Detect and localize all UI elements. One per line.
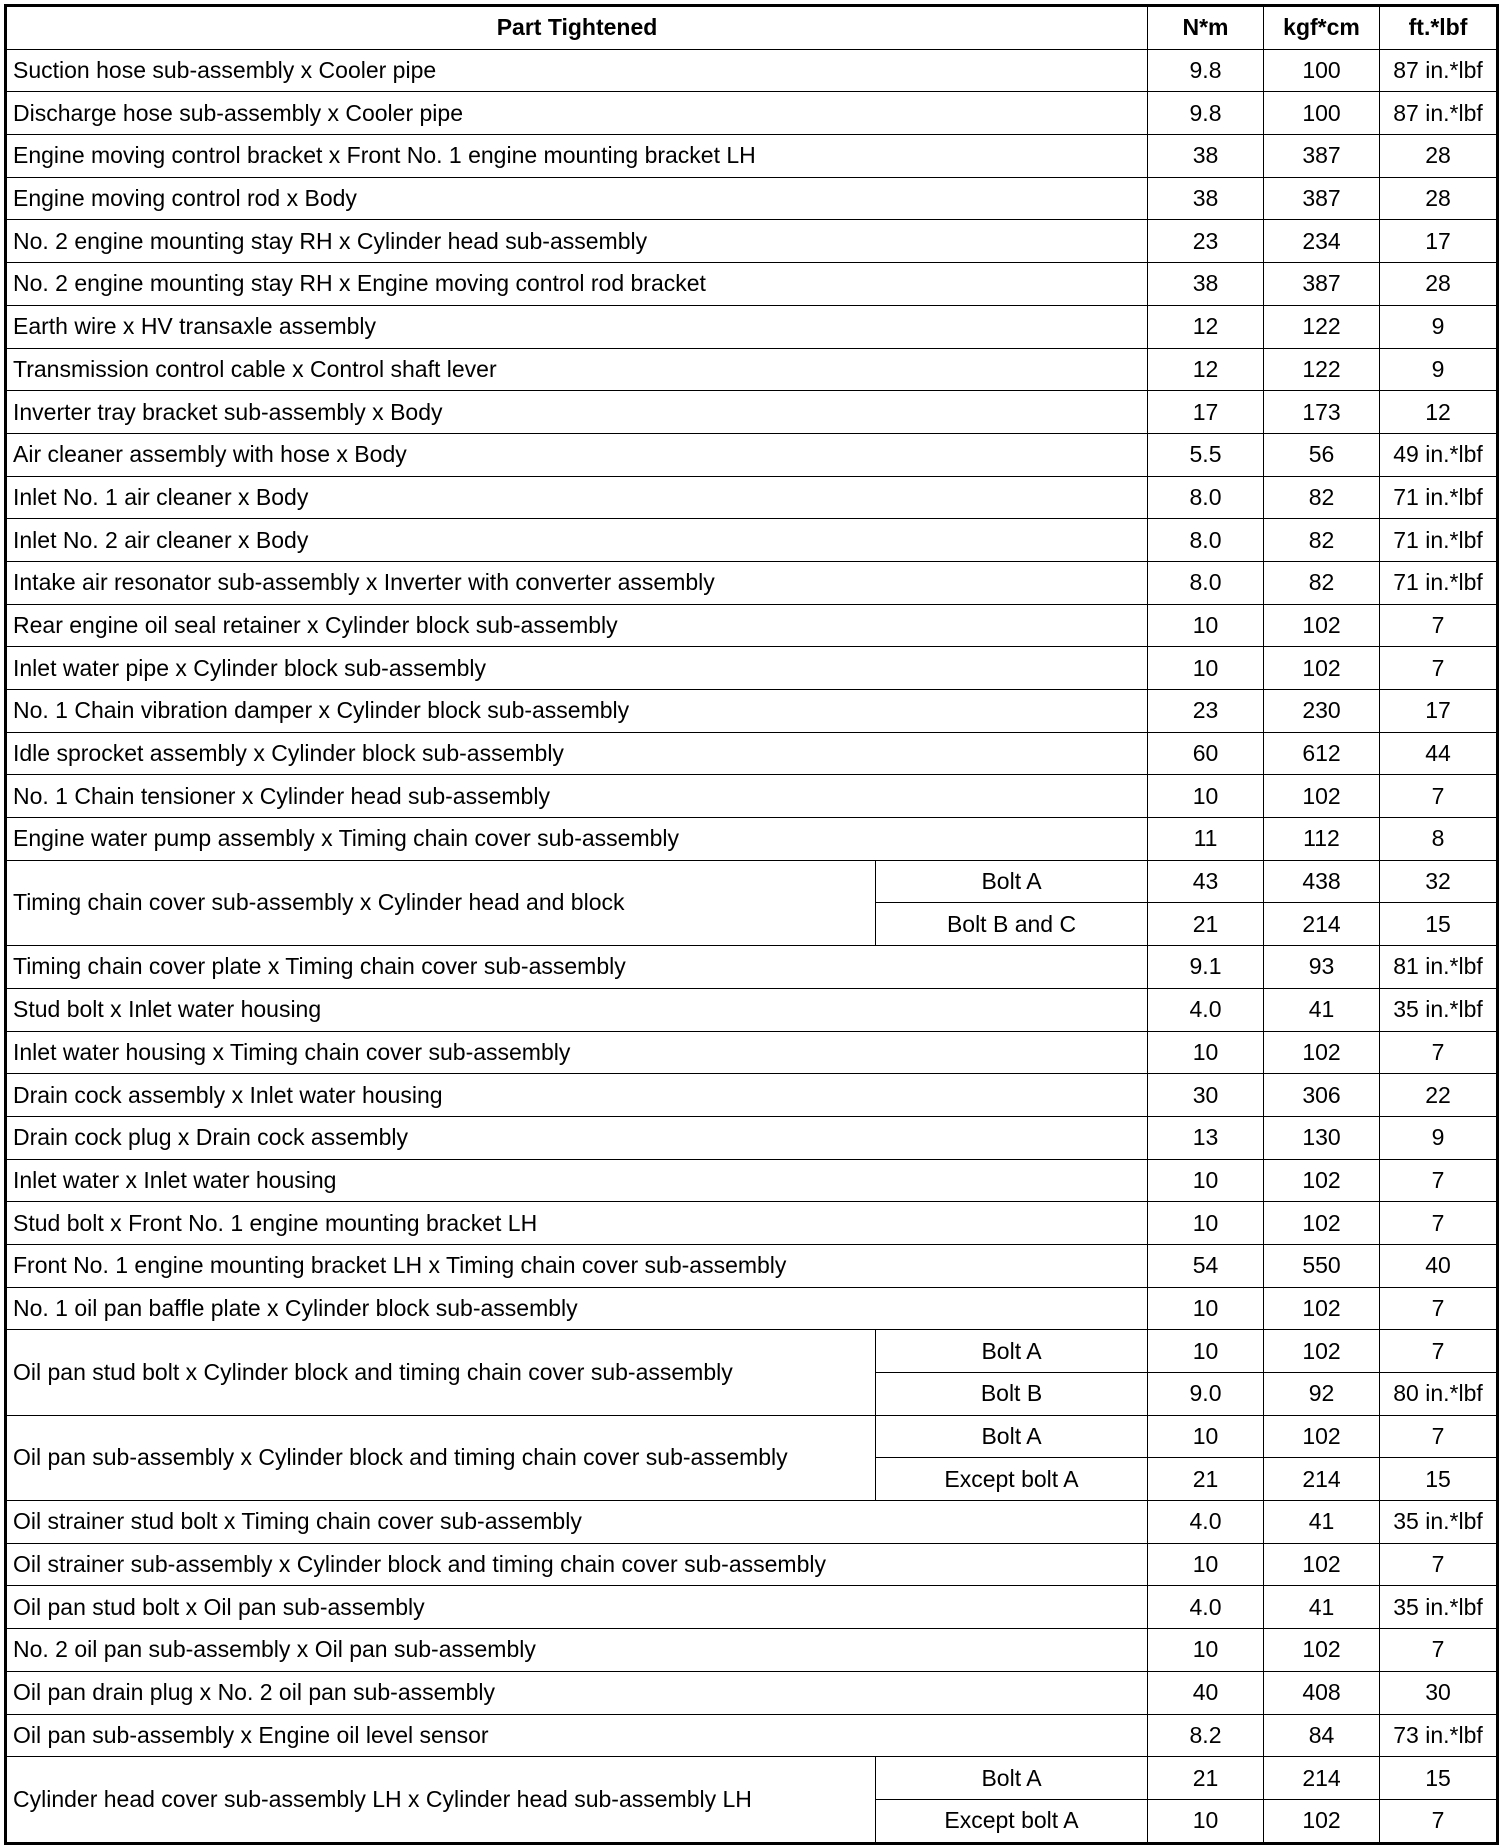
part-tightened-cell: Intake air resonator sub-assembly x Inverter with converter assembly [6,561,1148,604]
nm-cell: 23 [1148,690,1264,733]
table-row [6,1415,1498,1458]
kgf-cm-cell: 100 [1264,92,1380,135]
table-row [6,1629,1498,1672]
nm-cell: 17 [1148,391,1264,434]
ft-lbf-cell: 28 [1380,263,1498,306]
kgf-cm-cell: 102 [1264,775,1380,818]
header-nm: N*m [1148,6,1264,50]
table-row [6,305,1498,348]
header-kgf-cm: kgf*cm [1264,6,1380,50]
ft-lbf-cell: 28 [1380,177,1498,220]
nm-cell: 10 [1148,1543,1264,1586]
table-row [6,647,1498,690]
ft-lbf-cell: 12 [1380,391,1498,434]
table-row [6,1159,1498,1202]
bolt-label-cell: Bolt B [876,1373,1148,1416]
part-tightened-cell: Timing chain cover plate x Timing chain cover sub-assembly [6,946,1148,989]
part-tightened-cell: Air cleaner assembly with hose x Body [6,433,1148,476]
table-row [6,604,1498,647]
part-tightened-cell: Inlet water x Inlet water housing [6,1159,1148,1202]
table-row [6,1714,1498,1757]
part-tightened-cell: Drain cock assembly x Inlet water housing [6,1074,1148,1117]
nm-cell: 4.0 [1148,1501,1264,1544]
bolt-label-cell: Except bolt A [876,1458,1148,1501]
kgf-cm-cell: 214 [1264,1757,1380,1800]
table-row [6,860,1498,903]
nm-cell: 21 [1148,903,1264,946]
ft-lbf-cell: 7 [1380,604,1498,647]
bolt-label-cell: Bolt A [876,860,1148,903]
part-tightened-cell: Oil pan sub-assembly x Engine oil level sensor [6,1714,1148,1757]
ft-lbf-cell: 17 [1380,690,1498,733]
nm-cell: 9.8 [1148,92,1264,135]
kgf-cm-cell: 102 [1264,1415,1380,1458]
kgf-cm-cell: 41 [1264,1501,1380,1544]
table-row [6,1330,1498,1373]
table-row [6,561,1498,604]
table-row [6,946,1498,989]
table-row [6,92,1498,135]
nm-cell: 4.0 [1148,988,1264,1031]
nm-cell: 10 [1148,1330,1264,1373]
ft-lbf-cell: 15 [1380,1458,1498,1501]
nm-cell: 21 [1148,1757,1264,1800]
table-row [6,177,1498,220]
ft-lbf-cell: 35 in.*lbf [1380,1586,1498,1629]
ft-lbf-cell: 30 [1380,1671,1498,1714]
part-tightened-cell: No. 1 Chain tensioner x Cylinder head sub-assembly [6,775,1148,818]
ft-lbf-cell: 71 in.*lbf [1380,476,1498,519]
ft-lbf-cell: 71 in.*lbf [1380,519,1498,562]
kgf-cm-cell: 112 [1264,818,1380,861]
nm-cell: 30 [1148,1074,1264,1117]
part-tightened-cell: Drain cock plug x Drain cock assembly [6,1116,1148,1159]
nm-cell: 10 [1148,1159,1264,1202]
part-tightened-cell: Suction hose sub-assembly x Cooler pipe [6,49,1148,92]
nm-cell: 9.0 [1148,1373,1264,1416]
table-row [6,1074,1498,1117]
kgf-cm-cell: 41 [1264,988,1380,1031]
nm-cell: 10 [1148,1287,1264,1330]
kgf-cm-cell: 122 [1264,348,1380,391]
part-tightened-cell: Engine water pump assembly x Timing chain cover sub-assembly [6,818,1148,861]
ft-lbf-cell: 7 [1380,1287,1498,1330]
ft-lbf-cell: 71 in.*lbf [1380,561,1498,604]
nm-cell: 38 [1148,135,1264,178]
ft-lbf-cell: 9 [1380,348,1498,391]
kgf-cm-cell: 82 [1264,519,1380,562]
kgf-cm-cell: 306 [1264,1074,1380,1117]
kgf-cm-cell: 214 [1264,1458,1380,1501]
part-tightened-cell: Cylinder head cover sub-assembly LH x Cylinder head sub-assembly LH [6,1757,876,1843]
kgf-cm-cell: 102 [1264,1799,1380,1843]
kgf-cm-cell: 214 [1264,903,1380,946]
table-row [6,1287,1498,1330]
bolt-label-cell: Bolt A [876,1415,1148,1458]
bolt-label-cell: Bolt B and C [876,903,1148,946]
ft-lbf-cell: 73 in.*lbf [1380,1714,1498,1757]
kgf-cm-cell: 102 [1264,1543,1380,1586]
kgf-cm-cell: 102 [1264,1031,1380,1074]
part-tightened-cell: No. 1 oil pan baffle plate x Cylinder block sub-assembly [6,1287,1148,1330]
part-tightened-cell: Oil strainer sub-assembly x Cylinder block and timing chain cover sub-assembly [6,1543,1148,1586]
nm-cell: 12 [1148,348,1264,391]
nm-cell: 10 [1148,1629,1264,1672]
part-tightened-cell: Discharge hose sub-assembly x Cooler pipe [6,92,1148,135]
nm-cell: 60 [1148,732,1264,775]
nm-cell: 21 [1148,1458,1264,1501]
kgf-cm-cell: 234 [1264,220,1380,263]
part-tightened-cell: Inverter tray bracket sub-assembly x Body [6,391,1148,434]
nm-cell: 54 [1148,1244,1264,1287]
header-ft-lbf: ft.*lbf [1380,6,1498,50]
kgf-cm-cell: 230 [1264,690,1380,733]
part-tightened-cell: Inlet No. 1 air cleaner x Body [6,476,1148,519]
kgf-cm-cell: 82 [1264,476,1380,519]
table-row [6,391,1498,434]
table-row [6,1671,1498,1714]
kgf-cm-cell: 612 [1264,732,1380,775]
nm-cell: 43 [1148,860,1264,903]
part-tightened-cell: Engine moving control rod x Body [6,177,1148,220]
nm-cell: 5.5 [1148,433,1264,476]
part-tightened-cell: Oil pan stud bolt x Cylinder block and timing chain cover sub-assembly [6,1330,876,1415]
nm-cell: 8.0 [1148,561,1264,604]
ft-lbf-cell: 32 [1380,860,1498,903]
ft-lbf-cell: 49 in.*lbf [1380,433,1498,476]
kgf-cm-cell: 122 [1264,305,1380,348]
part-tightened-cell: Transmission control cable x Control shaft lever [6,348,1148,391]
bolt-label-cell: Except bolt A [876,1799,1148,1843]
part-tightened-cell: No. 1 Chain vibration damper x Cylinder block sub-assembly [6,690,1148,733]
nm-cell: 8.0 [1148,519,1264,562]
table-row [6,263,1498,306]
table-row [6,775,1498,818]
bolt-label-cell: Bolt A [876,1330,1148,1373]
nm-cell: 40 [1148,1671,1264,1714]
part-tightened-cell: No. 2 engine mounting stay RH x Cylinder head sub-assembly [6,220,1148,263]
table-row [6,1757,1498,1800]
ft-lbf-cell: 22 [1380,1074,1498,1117]
table-row [6,1116,1498,1159]
table-row [6,476,1498,519]
ft-lbf-cell: 15 [1380,1757,1498,1800]
nm-cell: 9.1 [1148,946,1264,989]
table-row [6,433,1498,476]
header-part-tightened: Part Tightened [6,6,1148,50]
kgf-cm-cell: 84 [1264,1714,1380,1757]
part-tightened-cell: Inlet water housing x Timing chain cover sub-assembly [6,1031,1148,1074]
nm-cell: 38 [1148,263,1264,306]
kgf-cm-cell: 102 [1264,647,1380,690]
ft-lbf-cell: 7 [1380,1031,1498,1074]
part-tightened-cell: Oil pan sub-assembly x Cylinder block and timing chain cover sub-assembly [6,1415,876,1500]
part-tightened-cell: Stud bolt x Front No. 1 engine mounting bracket LH [6,1202,1148,1245]
kgf-cm-cell: 387 [1264,263,1380,306]
part-tightened-cell: Engine moving control bracket x Front No. 1 engine mounting bracket LH [6,135,1148,178]
ft-lbf-cell: 7 [1380,1799,1498,1843]
kgf-cm-cell: 93 [1264,946,1380,989]
kgf-cm-cell: 408 [1264,1671,1380,1714]
nm-cell: 4.0 [1148,1586,1264,1629]
nm-cell: 8.2 [1148,1714,1264,1757]
bolt-label-cell: Bolt A [876,1757,1148,1800]
ft-lbf-cell: 40 [1380,1244,1498,1287]
kgf-cm-cell: 438 [1264,860,1380,903]
table-row [6,135,1498,178]
nm-cell: 13 [1148,1116,1264,1159]
part-tightened-cell: Oil strainer stud bolt x Timing chain cover sub-assembly [6,1501,1148,1544]
part-tightened-cell: Stud bolt x Inlet water housing [6,988,1148,1031]
table-row [6,519,1498,562]
kgf-cm-cell: 102 [1264,1159,1380,1202]
nm-cell: 10 [1148,775,1264,818]
nm-cell: 23 [1148,220,1264,263]
ft-lbf-cell: 28 [1380,135,1498,178]
table-row [6,1244,1498,1287]
kgf-cm-cell: 92 [1264,1373,1380,1416]
ft-lbf-cell: 7 [1380,775,1498,818]
kgf-cm-cell: 102 [1264,604,1380,647]
table-row [6,1202,1498,1245]
part-tightened-cell: Idle sprocket assembly x Cylinder block sub-assembly [6,732,1148,775]
kgf-cm-cell: 550 [1264,1244,1380,1287]
nm-cell: 38 [1148,177,1264,220]
kgf-cm-cell: 102 [1264,1287,1380,1330]
ft-lbf-cell: 35 in.*lbf [1380,1501,1498,1544]
kgf-cm-cell: 102 [1264,1330,1380,1373]
part-tightened-cell: Inlet water pipe x Cylinder block sub-assembly [6,647,1148,690]
part-tightened-cell: No. 2 oil pan sub-assembly x Oil pan sub-assembly [6,1629,1148,1672]
part-tightened-cell: Inlet No. 2 air cleaner x Body [6,519,1148,562]
ft-lbf-cell: 15 [1380,903,1498,946]
kgf-cm-cell: 102 [1264,1629,1380,1672]
part-tightened-cell: Oil pan stud bolt x Oil pan sub-assembly [6,1586,1148,1629]
ft-lbf-cell: 7 [1380,1202,1498,1245]
nm-cell: 10 [1148,1202,1264,1245]
nm-cell: 11 [1148,818,1264,861]
ft-lbf-cell: 7 [1380,1159,1498,1202]
ft-lbf-cell: 8 [1380,818,1498,861]
torque-spec-sheet [4,4,1499,1845]
part-tightened-cell: Oil pan drain plug x No. 2 oil pan sub-assembly [6,1671,1148,1714]
nm-cell: 10 [1148,604,1264,647]
ft-lbf-cell: 7 [1380,1415,1498,1458]
kgf-cm-cell: 130 [1264,1116,1380,1159]
table-row [6,818,1498,861]
table-row [6,1031,1498,1074]
ft-lbf-cell: 44 [1380,732,1498,775]
table-header-row [6,6,1498,50]
table-row [6,1501,1498,1544]
ft-lbf-cell: 7 [1380,1629,1498,1672]
nm-cell: 10 [1148,1031,1264,1074]
ft-lbf-cell: 7 [1380,1543,1498,1586]
table-row [6,690,1498,733]
ft-lbf-cell: 17 [1380,220,1498,263]
table-row [6,732,1498,775]
kgf-cm-cell: 387 [1264,135,1380,178]
ft-lbf-cell: 7 [1380,647,1498,690]
ft-lbf-cell: 87 in.*lbf [1380,49,1498,92]
table-row [6,1543,1498,1586]
ft-lbf-cell: 81 in.*lbf [1380,946,1498,989]
table-row [6,220,1498,263]
table-body [6,49,1498,1843]
kgf-cm-cell: 173 [1264,391,1380,434]
kgf-cm-cell: 41 [1264,1586,1380,1629]
nm-cell: 10 [1148,1415,1264,1458]
kgf-cm-cell: 387 [1264,177,1380,220]
torque-table [4,4,1499,1845]
kgf-cm-cell: 102 [1264,1202,1380,1245]
nm-cell: 12 [1148,305,1264,348]
table-row [6,1586,1498,1629]
ft-lbf-cell: 7 [1380,1330,1498,1373]
ft-lbf-cell: 80 in.*lbf [1380,1373,1498,1416]
part-tightened-cell: Front No. 1 engine mounting bracket LH x Timing chain cover sub-assembly [6,1244,1148,1287]
nm-cell: 10 [1148,1799,1264,1843]
nm-cell: 9.8 [1148,49,1264,92]
ft-lbf-cell: 35 in.*lbf [1380,988,1498,1031]
nm-cell: 10 [1148,647,1264,690]
ft-lbf-cell: 9 [1380,1116,1498,1159]
ft-lbf-cell: 9 [1380,305,1498,348]
table-row [6,348,1498,391]
part-tightened-cell: Rear engine oil seal retainer x Cylinder block sub-assembly [6,604,1148,647]
kgf-cm-cell: 82 [1264,561,1380,604]
table-row [6,988,1498,1031]
part-tightened-cell: No. 2 engine mounting stay RH x Engine moving control rod bracket [6,263,1148,306]
table-row [6,49,1498,92]
ft-lbf-cell: 87 in.*lbf [1380,92,1498,135]
kgf-cm-cell: 100 [1264,49,1380,92]
part-tightened-cell: Timing chain cover sub-assembly x Cylinder head and block [6,860,876,945]
part-tightened-cell: Earth wire x HV transaxle assembly [6,305,1148,348]
kgf-cm-cell: 56 [1264,433,1380,476]
nm-cell: 8.0 [1148,476,1264,519]
